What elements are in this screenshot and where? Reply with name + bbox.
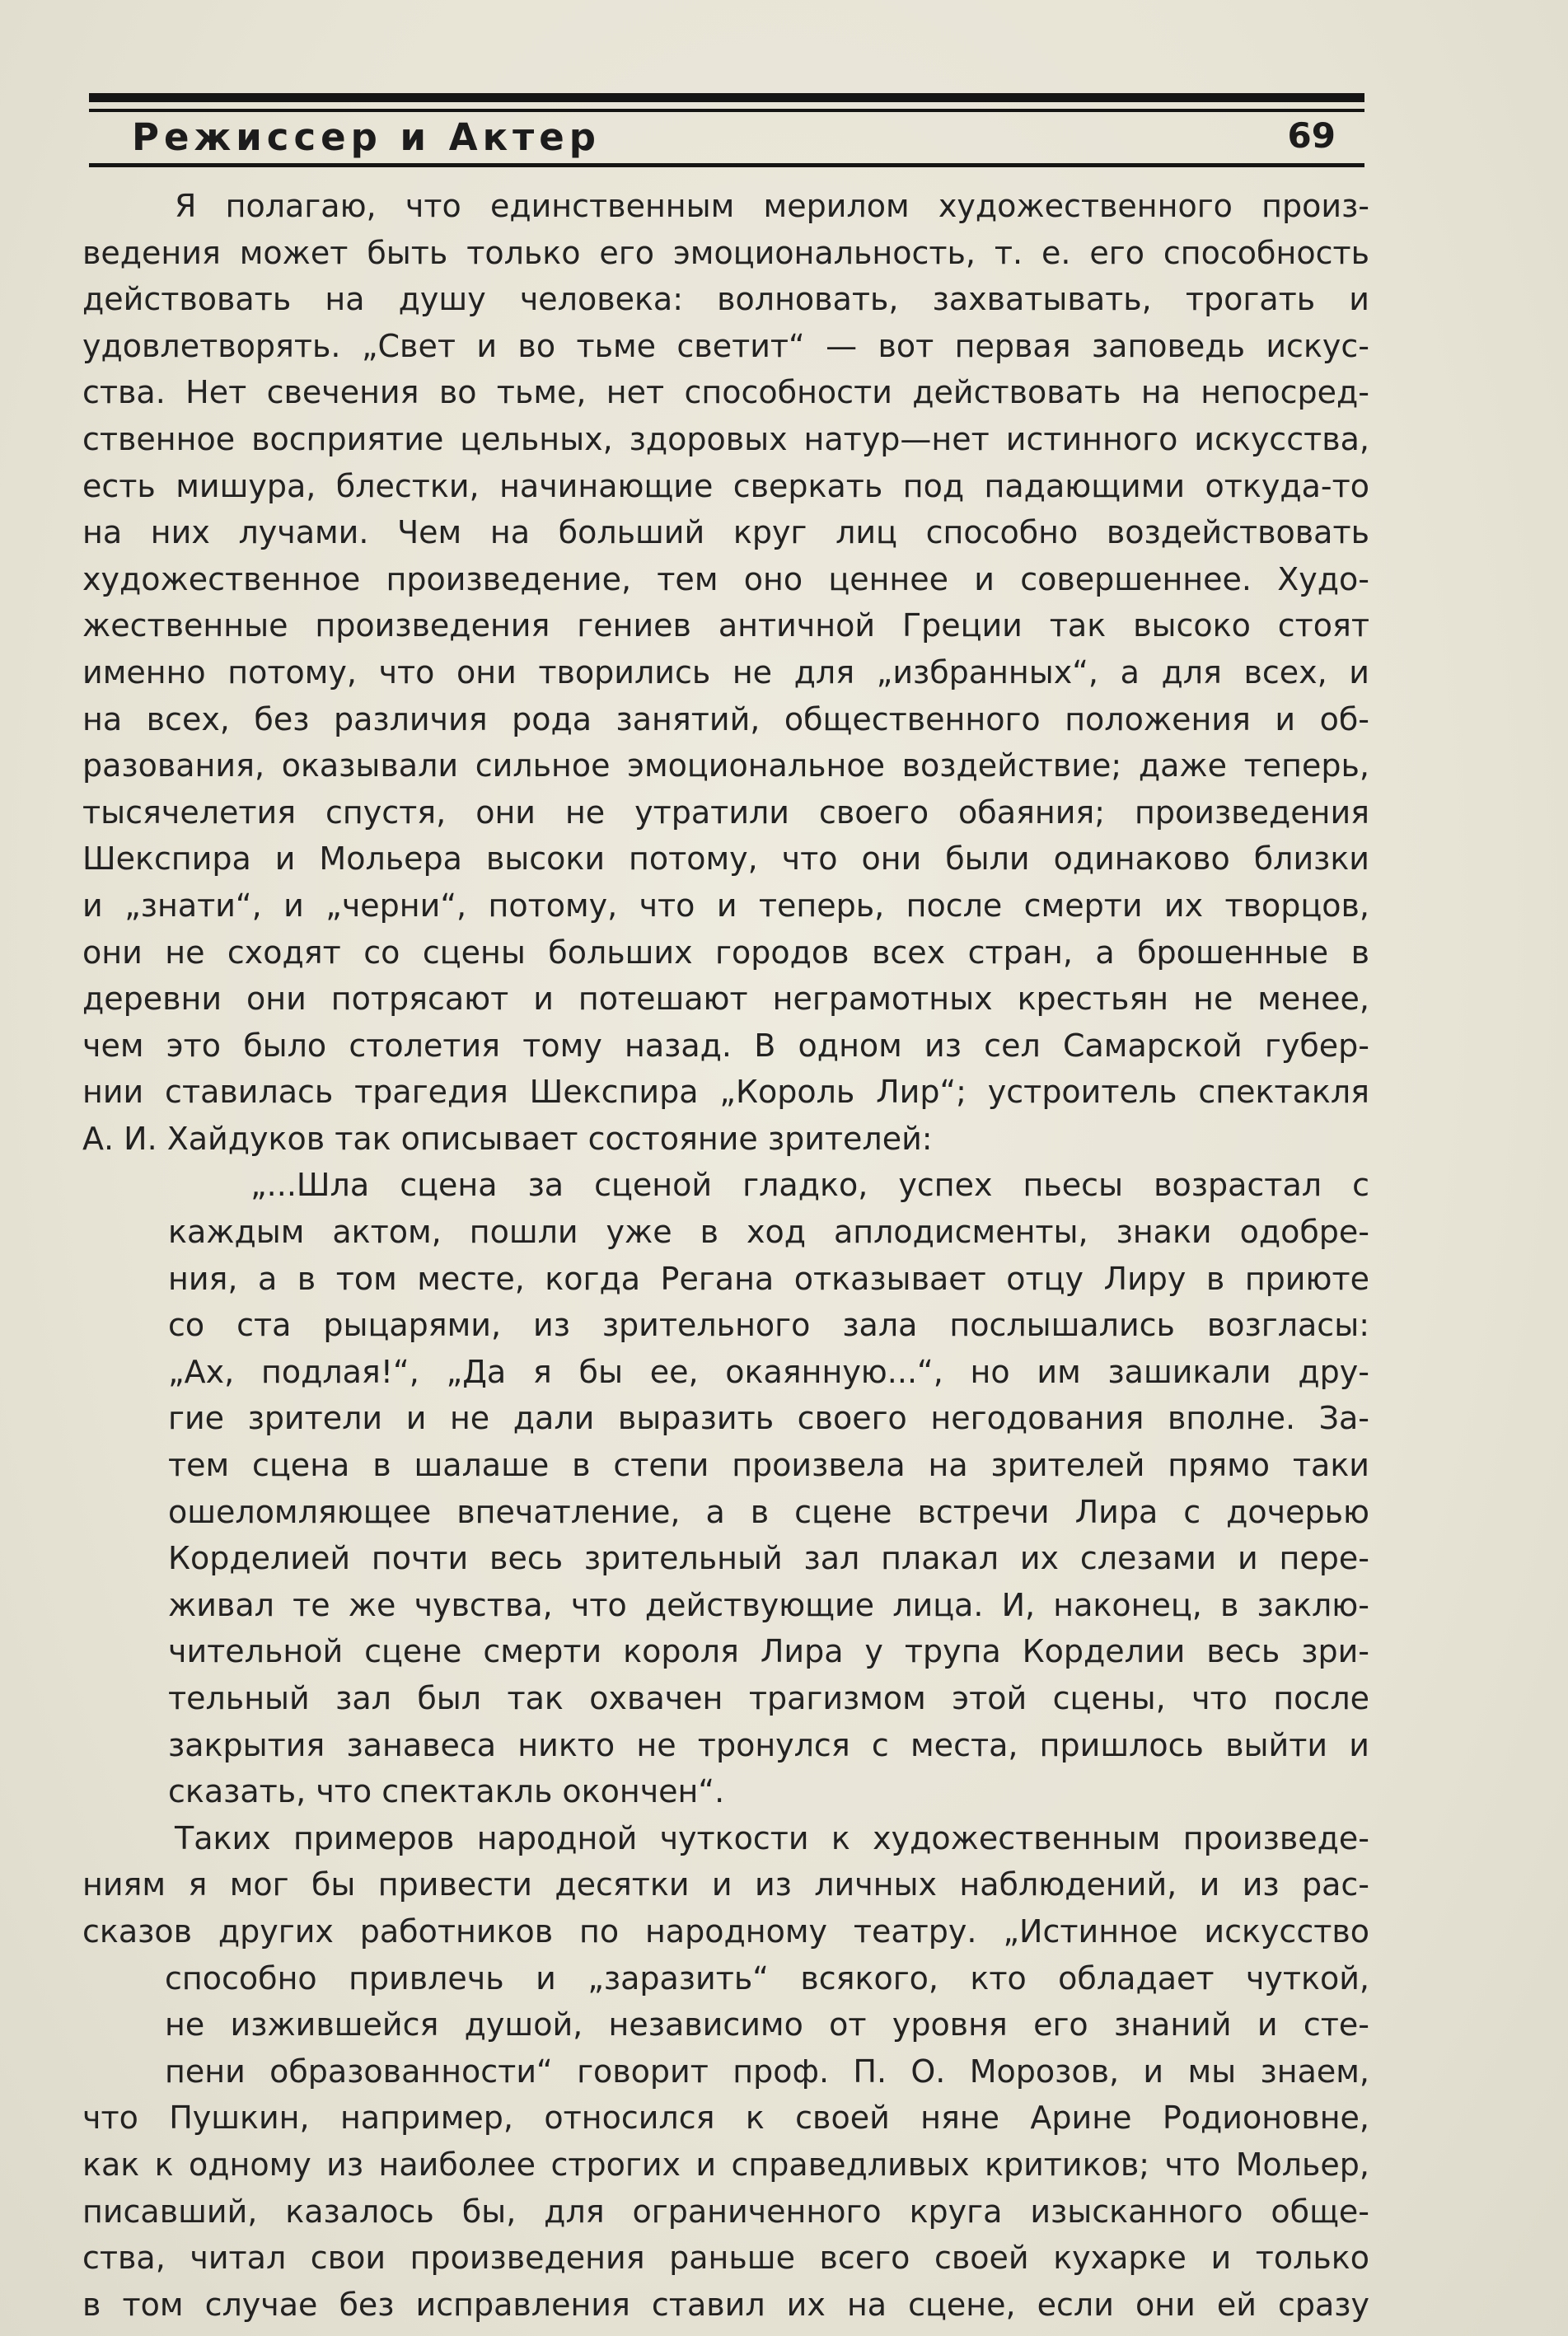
text-line: и „знати“, и „черни“, потому, что и теперь, после смерти их творцов, — [82, 887, 1369, 924]
text-line: деревни они потрясают и потешают неграмотных крестьян не менее, — [82, 981, 1369, 1018]
text-line: писавший, казалось бы, для ограниченного круга изысканного обще- — [82, 2193, 1369, 2230]
quote-line: тем сцена в шалаше в степи произвела на зрителей прямо таки — [168, 1447, 1369, 1484]
text-line: ства. Нет свечения во тьме, нет способности действовать на непосред- — [82, 374, 1369, 411]
quote-line: тельный зал был так охвачен трагизмом этой сцены, что после — [168, 1680, 1369, 1716]
text-line: на всех, без различия рода занятий, общественного положения и об- — [82, 700, 1369, 737]
header-rule-thick — [89, 93, 1364, 102]
text-line: сказов других работников по народному театру. „Истинное искусство — [82, 1912, 1369, 1950]
body-text — [82, 183, 1369, 2328]
text-line: на них лучами. Чем на больший круг лиц способно воздействовать — [82, 514, 1369, 551]
text-line: разования, оказывали сильное эмоциональное воздействие; даже теперь, — [82, 747, 1369, 784]
text-line: чем это было столетия тому назад. В одном из сел Самарской губер- — [82, 1027, 1369, 1064]
header-rule-thin — [89, 109, 1364, 112]
quote-line: каждым актом, пошли уже в ход аплодисменты, знаки одобре- — [168, 1214, 1369, 1251]
text-line: способно привлечь и „заразить“ всякого, кто обладает чуткой, — [165, 1959, 1369, 1997]
text-line: действовать на душу человека: волновать, захватывать, трогать и — [82, 281, 1369, 318]
page-number: 69 — [1287, 115, 1336, 156]
quote-line: чительной сцене смерти короля Лира у трупа Корделии весь зри- — [168, 1633, 1369, 1670]
text-line: ства, читал свои произведения раньше всего своей кухарке и только — [82, 2240, 1369, 2277]
quote-line: ния, а в том месте, когда Регана отказывает отцу Лиру в приюте — [168, 1260, 1369, 1297]
text-line: Я полагаю, что единственным мерилом художественного произ- — [175, 188, 1369, 224]
text-line: именно потому, что они творились не для „избранных“, а для всех, и — [82, 653, 1369, 691]
text-line: А. И. Хайдуков так описывает состояние зрителей: — [82, 1120, 933, 1157]
text-line: художественное произведение, тем оно ценнее и совершеннее. Худо- — [82, 560, 1369, 597]
text-line: ведения может быть только его эмоциональность, т. е. его способность — [82, 234, 1369, 271]
text-line: Шекспира и Мольера высоки потому, что они были одинаково близки — [82, 840, 1369, 878]
text-line: пени образованности“ говорит проф. П. О. Морозов, и мы знаем, — [165, 2053, 1369, 2090]
quote-line: „Ах, подлая!“, „Да я бы ее, окаянную...“, но им зашикали дру- — [168, 1353, 1369, 1390]
text-line: как к одному из наиболее строгих и справедливых критиков; что Мольер, — [82, 2146, 1369, 2183]
quote-line: закрытия занавеса никто не тронулся с места, пришлось выйти и — [168, 1726, 1369, 1763]
text-line: ственное восприятие цельных, здоровых натур—нет истинного искусства, — [82, 420, 1369, 457]
text-line: что Пушкин, например, относился к своей няне Арине Родионовне, — [82, 2100, 1369, 2137]
text-line: тысячелетия спустя, они не утратили своего обаяния; произведения — [82, 793, 1369, 831]
paragraph-1 — [82, 183, 1369, 1162]
header-rule-bottom — [89, 163, 1364, 167]
quote-line: гие зрители и не дали выразить своего негодования вполне. За- — [168, 1400, 1369, 1437]
text-line: они не сходят со сцены больших городов всех стран, а брошенные в — [82, 934, 1369, 971]
quote-line: „...Шла сцена за сценой гладко, успех пьесы возрастал с — [250, 1167, 1369, 1204]
quote-line: живал те же чувства, что действующие лица. И, наконец, в заклю- — [168, 1586, 1369, 1623]
text-line: есть мишура, блестки, начинающие сверкать под падающими откуда-то — [82, 467, 1369, 504]
text-line: не изжившейся душой, независимо от уровня его знаний и сте- — [165, 2006, 1369, 2043]
text-line: нии ставилась трагедия Шекспира „Король Лир“; устроитель спектакля — [82, 1074, 1369, 1111]
running-title: Режиссер и Актер — [132, 115, 601, 159]
quote-line: сказать, что спектакль окончен“. — [168, 1773, 725, 1810]
quote-line: Корделией почти весь зрительный зал плакал их слезами и пере- — [168, 1540, 1369, 1577]
quote-line: ошеломляющее впечатление, а в сцене встречи Лира с дочерью — [168, 1493, 1369, 1530]
text-line: Таких примеров народной чуткости к художественным произведе- — [175, 1819, 1369, 1856]
text-line: удовлетворять. „Свет и во тьме светит“ — вот первая заповедь искус- — [82, 327, 1369, 364]
text-line: в том случае без исправления ставил их на сцене, если они ей сразу — [82, 2286, 1369, 2323]
paragraph-2 — [82, 1815, 1369, 2329]
text-line: ниям я мог бы привести десятки и из личных наблюдений, и из рас- — [82, 1866, 1369, 1903]
quotation-block — [168, 1162, 1369, 1814]
text-line: жественные произведения гениев античной Греции так высоко стоят — [82, 607, 1369, 644]
quote-line: со ста рыцарями, из зрительного зала послышались возгласы: — [168, 1307, 1369, 1344]
